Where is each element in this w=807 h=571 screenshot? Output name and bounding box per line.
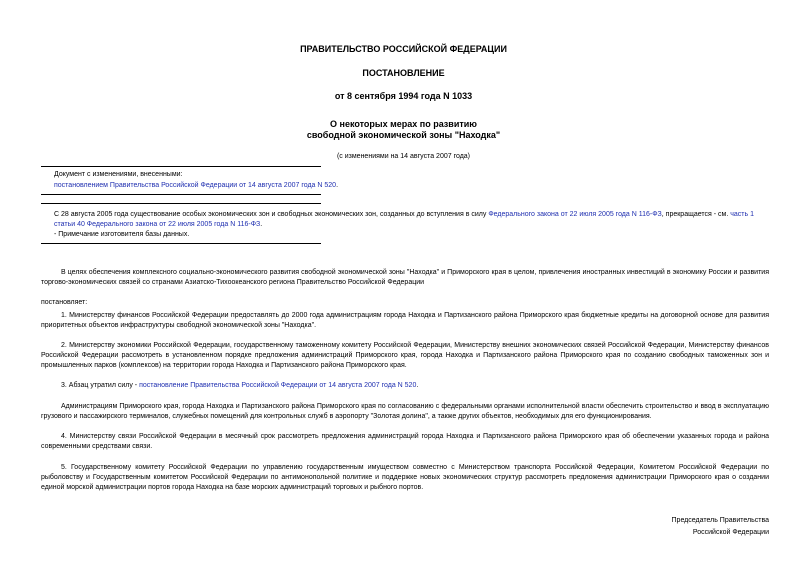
database-note-remark: - Примечание изготовителя базы данных. [54,231,190,238]
federal-law-article-link[interactable]: часть 1 статьи 40 Федерального закона от 22 июля 2005 года N 116-ФЗ [54,211,754,228]
database-note-text-2: , прекращается - см. [661,211,731,218]
amendment-date-note: (с изменениями на 14 августа 2007 года) [336,153,471,160]
signature-title-line-1: Председатель Правительства [671,517,769,524]
document-title-line-2: свободной экономической зоны "Находка" [306,130,501,140]
paragraph-3b: Администрациям Приморского края, города Находка и Партизанского района Приморского края по согласованию с федеральными органами исполнительной власти обеспечить строительство и ввод в эксплуатацию грузового и пассажирского терминалов, служебных помещений для контрольных служб в аэропорту "Золотая долина", а также других объектов, необходимых для его функционирования. [41,403,769,420]
paragraph-3 [41,381,769,391]
divider [41,243,321,244]
paragraph-4: 4. Министерству связи Российской Федерации в месячный срок рассмотреть предложения администраций города Находка и Партизанского района Приморского края об обеспечении указанных города и района современными средствами связи. [41,433,769,450]
signature-title-line-2: Российской Федерации [692,529,769,536]
amendments-link-line [54,181,338,190]
repealing-decree-link[interactable]: постановление Правительства Российской Федерации от 14 августа 2007 года N 520 [139,382,417,389]
document-title-line-1: О некоторых мерах по развитию [330,119,477,129]
divider [41,166,321,167]
divider [41,203,321,204]
amendments-intro: Документ с изменениями, внесенными: [54,171,183,178]
database-note-text-1: С 28 августа 2005 года существование особых экономических зон и свободных экономических зон, созданных до вступления в силу [54,211,489,218]
paragraph-1: 1. Министерству финансов Российской Федерации предоставлять до 2000 года администрациям города Находка и Партизанского района Приморского края бюджетные кредиты на договорной основе для развития приоритетных объектов инфраструктуры свободной экономической зоны "Находка". [41,312,769,329]
paragraph-2: 2. Министерству экономики Российской Федерации, государственному таможенному комитету Российской Федерации, Министерству внешних экономических связей Российской Федерации, Министерству финансов Российской Федерации рассмотреть в установленном порядке предложения администраций Приморского края, города Находка и Партизанского района Приморского края по созданию свободных таможенных зон и промышленных парков (комплексов) на территории города Находка и Партизанского района Приморского края. [41,342,769,369]
document-date-number: от 8 сентября 1994 года N 1033 [334,91,473,101]
resolves-word: постановляет: [41,299,88,306]
amendment-link-end: . [336,182,339,189]
database-note-text-3: . [260,221,263,228]
government-heading: ПРАВИТЕЛЬСТВО РОССИЙСКОЙ ФЕДЕРАЦИИ [300,44,507,54]
divider [41,194,321,195]
paragraph-3-end: . [416,382,419,389]
paragraph-5: 5. Государственному комитету Российской Федерации по управлению государственным имуществом совместно с Министерством транспорта Российской Федерации, Комитетом Российской Федерации по рыболовству и Государственным комитетом Российской Федерации по антимонопольной политике и поддержке новых экономических структур рассмотреть предложения администрации Приморского края о создании единой морской администрации портов города Находка на базе морских администраций торговых и рыбного портов. [41,464,769,491]
database-note [54,210,768,230]
preamble-paragraph: В целях обеспечения комплексного социально-экономического развития свободной экономической зоны "Находка" и Приморского края в целом, привлечения иностранных инвестиций в экономику России и развития торгово-экономических связей со странами Азиатско-Тихоокеанского региона Правительство Российской Федерации [41,269,769,286]
amendment-decree-link[interactable]: постановлением Правительства Российской Федерации от 14 августа 2007 года N 520 [54,182,337,189]
federal-law-link[interactable]: Федерального закона от 22 июля 2005 года N 116-ФЗ [488,211,662,218]
paragraph-3-text: 3. Абзац утратил силу - [61,382,140,389]
document-type: ПОСТАНОВЛЕНИЕ [362,68,445,78]
